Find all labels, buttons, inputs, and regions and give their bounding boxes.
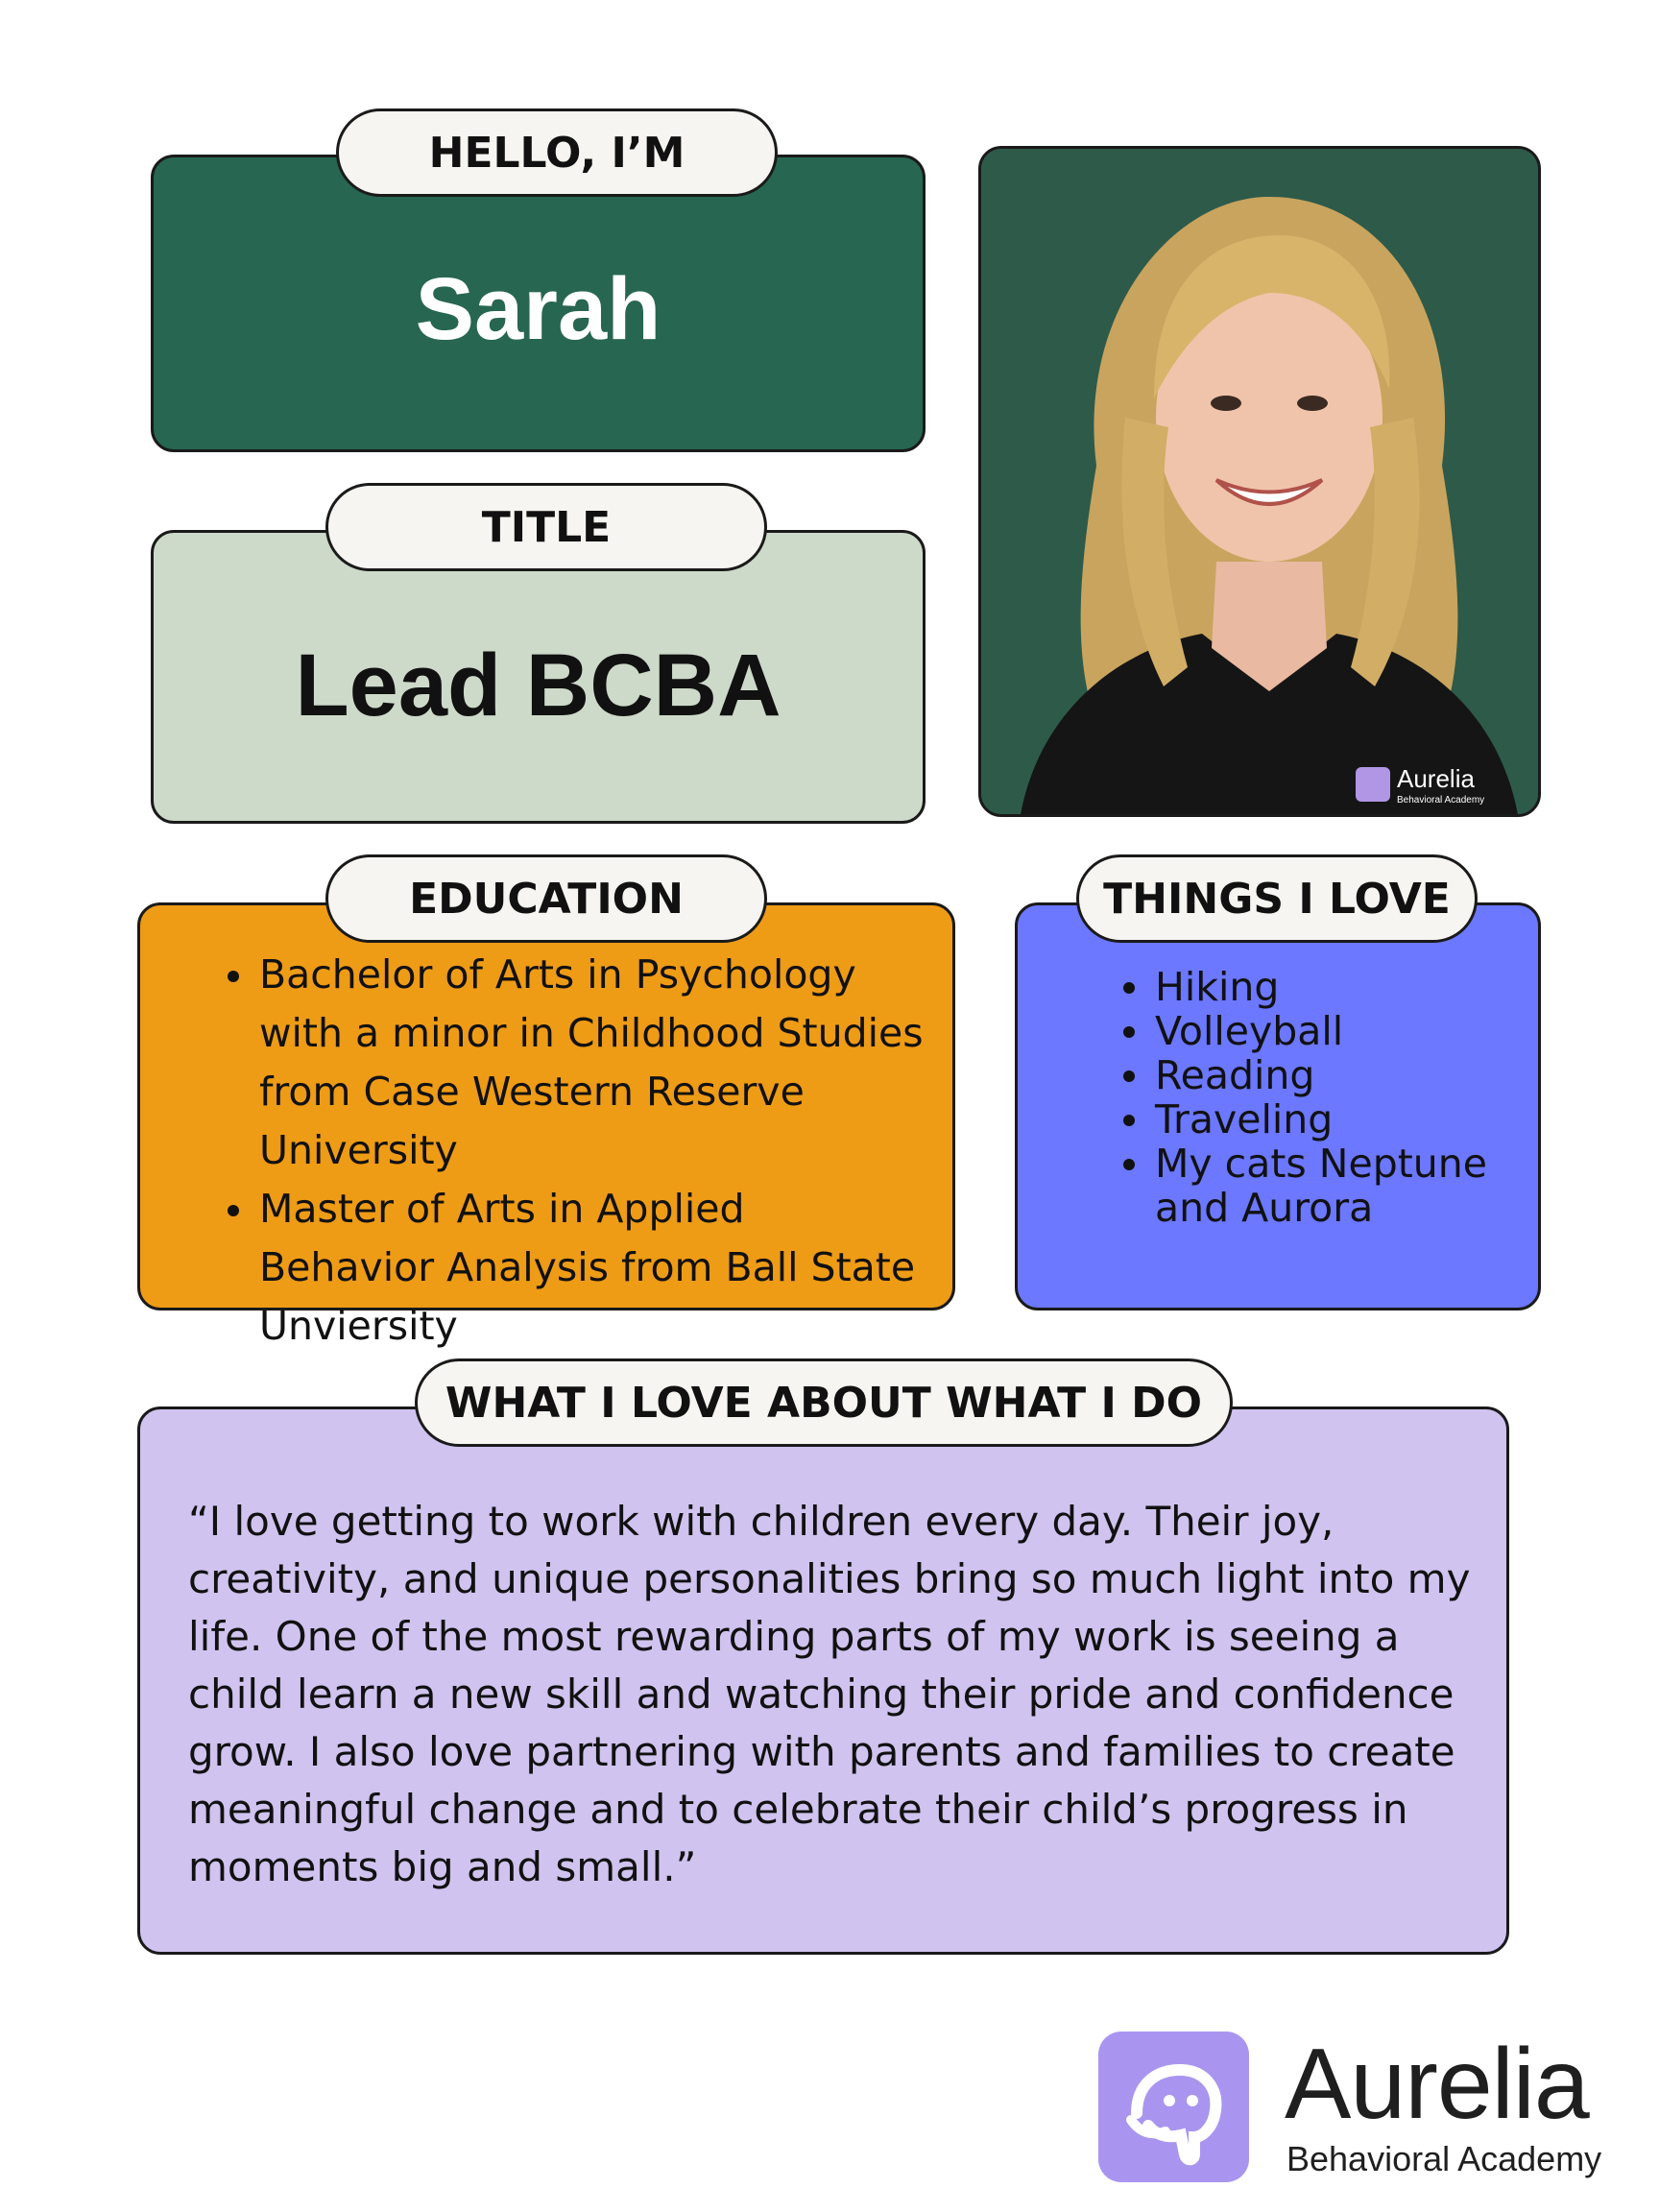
shirt-brand-text: Aurelia	[1397, 764, 1475, 793]
list-item: Volleyball	[1155, 1009, 1520, 1053]
portrait-illustration	[981, 149, 1541, 817]
name-label-pill: HELLO, I’M	[336, 108, 778, 197]
list-item: Traveling	[1155, 1097, 1520, 1142]
brand-logo-mark	[1098, 2032, 1249, 2182]
elephant-smile-icon	[1098, 2032, 1249, 2182]
title-label-pill: TITLE	[325, 483, 767, 571]
list-item: Hiking	[1155, 965, 1520, 1009]
brand-name: Aurelia	[1285, 2029, 1589, 2140]
quote-text: “I love getting to work with children every day. Their joy, creativity, and unique personalities bring so much light into my life. One of the most rewarding parts of my work is seeing a child learn a new skill and watching their pride and confidence grow. I also love partnering with parents and families to create meaningful change and to celebrate their child’s progress in moments big and small.”	[188, 1498, 1471, 1890]
brand-subtitle: Behavioral Academy	[1286, 2139, 1602, 2178]
things-i-love-label-pill: THINGS I LOVE	[1076, 854, 1478, 943]
profile-photo	[978, 146, 1541, 817]
person-name: Sarah	[415, 260, 661, 358]
education-label-pill: EDUCATION	[325, 854, 767, 943]
job-title: Lead BCBA	[295, 637, 781, 734]
things-i-love-list	[1155, 965, 1520, 1230]
list-item: Master of Arts in Applied Behavior Analysis from Ball State Unviersity	[259, 1180, 931, 1356]
shirt-brand-subtitle: Behavioral Academy	[1397, 795, 1485, 805]
list-item: My cats Neptune and Aurora	[1155, 1142, 1520, 1230]
education-list	[259, 946, 931, 1356]
list-item: Reading	[1155, 1053, 1520, 1097]
quote-label-pill: WHAT I LOVE ABOUT WHAT I DO	[415, 1358, 1233, 1447]
shirt-logo-icon	[1356, 767, 1390, 802]
list-item: Bachelor of Arts in Psychology with a minor in Childhood Studies from Case Western Reserve University	[259, 946, 931, 1180]
